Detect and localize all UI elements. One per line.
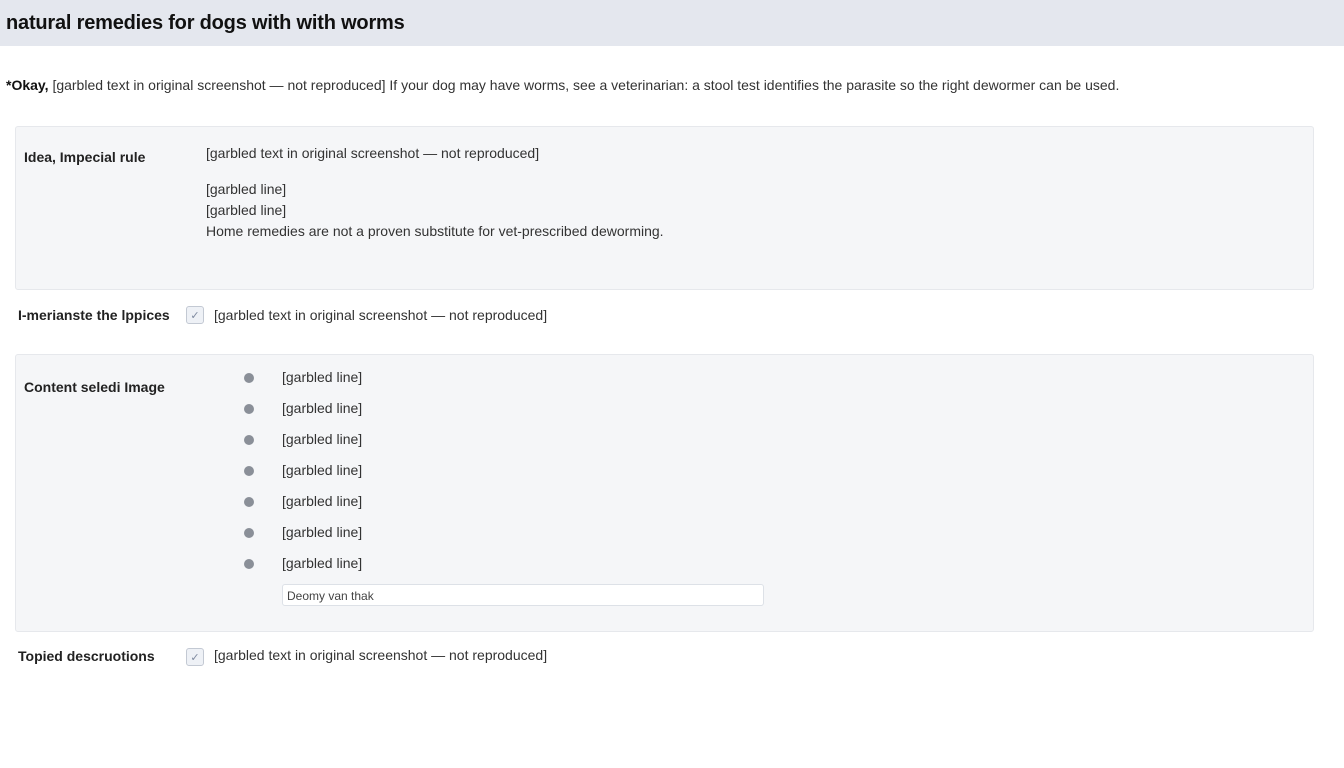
list-item [244,493,1274,510]
section-content-card [15,354,1314,632]
bullet-dot-icon [244,404,254,414]
section-idea-card [15,126,1314,290]
list-item [244,369,1274,386]
bullet-list [244,369,1274,606]
bullet-dot-icon [244,497,254,507]
list-item-text: [garbled line] [282,493,363,509]
section-merianste-text: [garbled text in original screenshot — not reproduced] [214,307,548,323]
list-item [244,524,1274,541]
section-idea-lines [206,179,1286,242]
section-idea-line: Home remedies are not a proven substitute for vet-prescribed deworming. [206,223,664,239]
page-header [0,0,1344,46]
section-idea-line: [garbled line] [206,202,287,218]
section-idea-body [206,145,1286,242]
section-merianste-label: I-merianste the lppices [18,307,170,323]
bullet-dot-icon [244,466,254,476]
section-idea-paragraph: [garbled text in original screenshot — not reproduced] [206,145,540,161]
list-item [244,431,1274,448]
bullet-dot-icon [244,528,254,538]
bullet-dot-icon [244,559,254,569]
list-item-text: [garbled line] [282,400,363,416]
page-title: natural remedies for dogs with with worms [6,11,405,34]
checkbox-icon[interactable]: ✓ [186,648,204,666]
bullet-dot-icon [244,435,254,445]
intro-lead: *Okay, [6,77,49,93]
section-topied-row [0,632,1344,692]
section-topied-label: Topied descruotions [18,648,155,664]
list-item-text: [garbled line] [282,524,363,540]
list-item-text: [garbled line] [282,462,363,478]
section-idea-line: [garbled line] [206,181,287,197]
intro-text: [garbled text in original screenshot — not reproduced] If your dog may have worms, see a veterinarian: a stool test identifies the parasite so the right dewormer can be used. [52,77,1120,93]
bullet-dot-icon [244,373,254,383]
checkbox-icon[interactable]: ✓ [186,306,204,324]
section-topied-text: [garbled text in original screenshot — not reproduced] [214,647,548,663]
list-item [244,555,1274,572]
list-item-text: [garbled line] [282,431,363,447]
section-merianste-row [0,290,1344,340]
list-item [244,462,1274,479]
list-item-text: [garbled line] [282,555,363,571]
section-content-label: Content seledi Image [24,379,165,395]
list-item-text: [garbled line] [282,369,363,385]
inline-text-input[interactable]: Deomy van thak [282,584,764,606]
section-idea-label: Idea, Impecial rule [24,149,146,165]
list-item [244,400,1274,417]
intro-paragraph [0,46,1324,96]
